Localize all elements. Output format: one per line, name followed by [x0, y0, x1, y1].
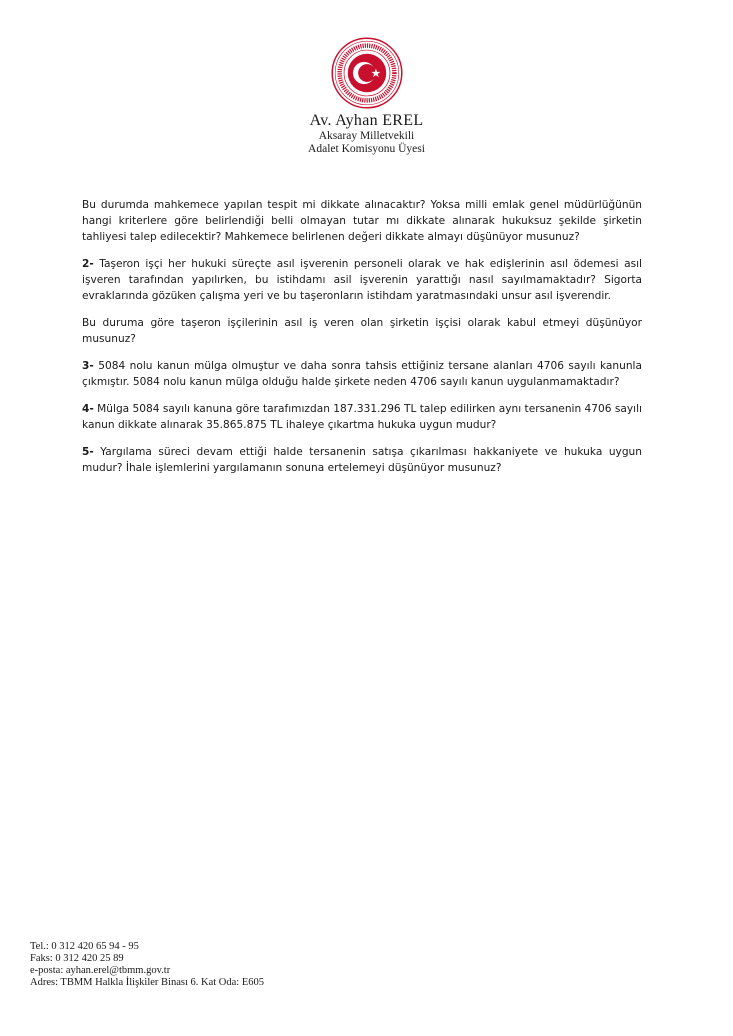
footer-address: Adres: TBMM Halkla İlişkiler Binası 6. Kat Oda: E605: [30, 977, 264, 988]
letterhead: [0, 36, 733, 156]
question-5: [82, 444, 642, 476]
question-text: Taşeron işçi her hukuki süreçte asıl işverenin personeli olarak ve hak edişlerinin asıl ödemesi asıl işveren tarafından yapılırken, bu istihdamı asil işverenin yarattığı nasıl sayılmamaktadır? Sigorta evraklarında gözüken çalışma yeri ve bu taşeronların istihdam yaratmasındaki unsur asıl işverendir.: [82, 258, 642, 302]
tbmm-seal-icon: [330, 36, 404, 110]
question-text: Mülga 5084 sayılı kanuna göre tarafımızdan 187.331.296 TL talep edilirken aynı tersanenin 4706 sayılı kanun dikkate alınarak 35.865.875 TL ihaleye çıkartma hukuka uygun mudur?: [82, 403, 642, 431]
question-2: [82, 256, 642, 304]
question-text: Yargılama süreci devam ettiği halde tersanenin satışa çıkarılması hakkaniyete ve hukuka uygun mudur? İhale işlemlerini yargılamanın sonuna ertelemeyi düşünüyor musunuz?: [82, 446, 642, 474]
deputy-constituency: Aksaray Milletvekili: [318, 130, 415, 142]
question-3: [82, 358, 642, 390]
question-number: 4-: [82, 403, 94, 415]
letter-body: [82, 197, 642, 487]
footer-fax: Faks: 0 312 420 25 89: [30, 953, 124, 964]
question-4: [82, 401, 642, 433]
deputy-commission: Adalet Komisyonu Üyesi: [308, 143, 425, 155]
contact-footer: [30, 941, 264, 989]
question-number: 3-: [82, 360, 94, 372]
question-number: 2-: [82, 258, 94, 270]
question-number: 5-: [82, 446, 94, 458]
intro-paragraph: Bu durumda mahkemece yapılan tespit mi dikkate alınacaktır? Yoksa milli emlak genel müdürlüğünün hangi kriterlere göre belirlendiği belli olmayan tutar mı dikkate alınarak hukuksuz şekilde şirketin tahliyesi talep edilecektir? Mahkemece belirlenen değeri dikkate almayı düşünüyor musunuz?: [82, 199, 642, 243]
question-2-followup: Bu duruma göre taşeron işçilerinin asıl iş veren olan şirketin işçisi olarak kabul etmeyi düşünüyor musunuz?: [82, 317, 642, 345]
deputy-name: Av. Ayhan EREL: [309, 112, 424, 129]
footer-tel: Tel.: 0 312 420 65 94 - 95: [30, 941, 139, 952]
footer-email: e-posta: ayhan.erel@tbmm.gov.tr: [30, 965, 171, 976]
question-text: 5084 nolu kanun mülga olmuştur ve daha sonra tahsis ettiğiniz tersane alanları 4706 sayılı kanunla çıkmıştır. 5084 nolu kanun mülga olduğu halde şirkete neden 4706 sayılı kanun uygulanmamaktadır?: [82, 360, 642, 388]
